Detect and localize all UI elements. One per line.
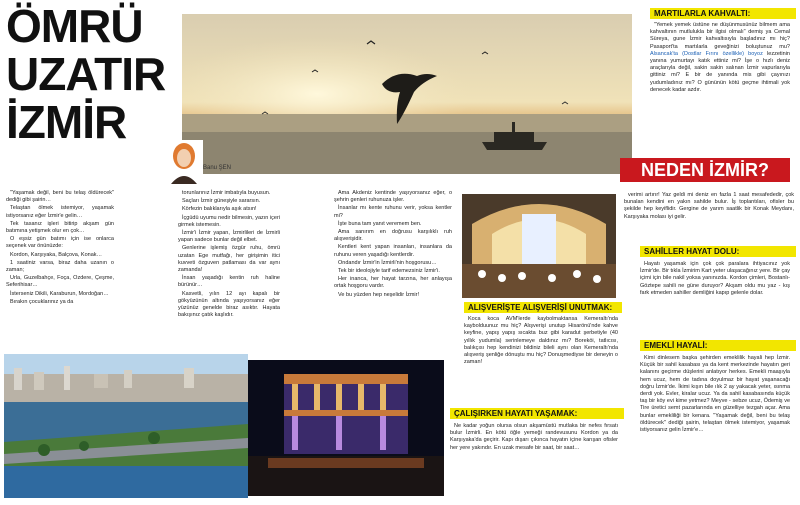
sahil-intro-text	[624, 192, 794, 222]
paragraph: Urla, Guzelbahçe, Foça, Ozdere, Çeşme, Seferihisar…	[6, 275, 114, 289]
paragraph: Ondandır İzmir'in İzmirli'nin hoşgorusu…	[338, 259, 437, 266]
headline-line3: İZMİR	[6, 96, 127, 148]
paragraph: İçgüdü uyumu nedir bilmesin, yazın içeri girmek istemesin.	[178, 214, 280, 228]
headline-line2: UZATIR	[6, 48, 166, 100]
kemeralti-bazaar-photo	[462, 194, 616, 298]
martilarla-text	[650, 22, 790, 95]
alisveris-text	[464, 316, 618, 367]
headline	[6, 2, 176, 146]
emekli-text	[640, 355, 790, 435]
paragraph	[650, 22, 790, 94]
martilarla-section-title: MARTILARLA KAHVALTI:	[650, 8, 796, 19]
author-photo	[165, 140, 203, 184]
paragraph: Kordon, Karşıyaka, Balçova, Konak…	[10, 251, 103, 258]
paragraph: Ve bu yüzden hep neşelidir İzmir!	[338, 291, 420, 298]
paragraph: torunlarınız İzmir imbatıyla buyusun.	[182, 190, 271, 196]
paragraph: Ama sanırım en doğrusu karşılıklı ruh alışverişidir.	[334, 229, 452, 243]
paragraph: O eşsiz gün batımı için ise onlarca seçenek var önünüzde:	[6, 236, 114, 250]
paragraph: İsterseniz Dikili, Karaburun, Mordoğan…	[10, 290, 109, 297]
paragraph: Her inanca, her hayat tarzına, her anlayışa ortak hoşgoru vardır.	[334, 276, 452, 290]
paragraph: Koca koca AVM'lerde kaybolmaktansa Kemeraltı'nda kaybolduunuz mu hiç? Alışverişi unutup Hisarönü'nde kahve keyfine, yapış yapış sıcakta buz gibi karadut şerbetiyle (40 yıllık yudumla) serinlemeye daldınız mı? Boreköi, tatlıcısı, balıkçısı hep kendinizi bildiniz bileli aynı olan Kemeraltı'nda alışveriş şenliğe dönuştu mu hiç? Donuşmediyse bir deneyin o zaman!	[464, 316, 618, 366]
paragraph: Ama Akdeniz kentinde yaşıyorsanız eğer, o şehrin genleri ruhunuza işler.	[334, 190, 452, 204]
ephesus-library-concert-photo	[248, 360, 444, 496]
paragraph: Körfezin balıklarıyla aşık atsın!	[182, 206, 257, 213]
alisveris-section-title: ALIŞVERİŞTE ALIŞVERİŞİ UNUTMAK:	[464, 302, 622, 313]
paragraph: Hayatı yaşamak için çok çok paralara ihtiyacınız yok İzmir'de. Bir tıkla İzmirim Kart yeter ulaşacağınız yere. Bir çay içimi için bile nakil yoksa yanınızda. Kordon çimleri, Bostanlı-Göztepe sahili ne güne duruyor? Akşam oldu mu yaz - kış fark etmeden sahiller demliğini kapıp gelenle dolar.	[640, 261, 790, 296]
paragraph: İnsanlar mı kente ruhunu verir, yoksa kentler mi?	[334, 205, 452, 219]
paragraph: İnsan yaşadığı kentin ruh haline bürünür…	[178, 275, 280, 289]
paragraph: Saçları İzmir güneşiyle sararsın.	[182, 198, 261, 205]
emekli-section-title: EMEKLİ HAYALİ:	[640, 340, 796, 351]
paragraph: Tek bir ideolojiyle tarif edemezsiniz İzmir'i.	[338, 268, 440, 275]
article-column-1	[6, 190, 114, 307]
sahiller-text	[640, 261, 790, 298]
paragraph: Kentleri kent yapan insanları, insanlara da ruhunu veren yaşadığı kentlerdir.	[334, 244, 452, 258]
paragraph: Ne kadar yoğun olursa olsun akşamüstü mutlaka bir nefes fırsatı bulur İzmirli. En kötü öğle yemeği randevusunu Kordon ya da Karşıyaka'da geçirir. Kapı dışarı çıkınca hayatın içine karışan ofisler her yere yakındır. En uzak mesafe bir saat, bir saat…	[450, 423, 618, 451]
sahiller-section-title: SAHİLLER HAYAT DOLU:	[640, 246, 796, 257]
martilarla-text-a: "Yemek yemek üstüne ne düşünmusünüz bilmem ama kahvaltının mutlulukla bir ilgisi olmalı" demiş ya Cemal Süreya, gune İzmir kahvaltısıyla başladınız mı hiç? Pasaport'ta martılarla geveğinizi boluştunuz mu?	[650, 22, 790, 50]
martilarla-text-b: lezzetinin yanına yumurtayı katık ettiniz mi? İşe o hızlı deniz araçlarıyla değil, sakin sakin salınan İzmir vapurlarıyla gittiniz mi? E bir de yanında mis gibi çayınızı yudumladınız mı? O gününün kötü geçme ihtimali yok denecek kadar azdır.	[650, 50, 790, 93]
paragraph: Genlerine işlemiş özgür ruhu, ömrü uzatan Ege mutfağı, her girişimin itici kuvveti özguven patlaması da var aynı zamanda!	[178, 245, 280, 274]
paragraph: Kimi dinlesem başka şehirden emeklilik hayali hep İzmir. Küçük bir sahil kasabası ya da kent merkezinde hayatın geri kalanını geçirme düşlerini anlatıyor herkes. Emekli maaşıyla hem ucuz, hem de tadına doyulmaz bir hayat yaşanacağı doğru İzmir'de. İkimi kışın bile ılık 2 ay yakacak yeter, ısınma derdi yok. Evler, kiralar ucuz. Ya da sahil kasabasında küçük taş bir köy evi kime yetmez? Meyve - sebze ucuz, Ödemiş ve Tire üretici semt pazarlarında en güzelliye tezgah açar. Ama bunlar emekliliği bir kenara. "Yaşamak değil, beni bu telaş öldürecek" dediği şairin, telaştan ölmek istemiyor, yaşamak istiyorsanız gelin İzmir'e…	[640, 355, 790, 434]
article-column-3	[334, 190, 452, 300]
paragraph: verimi artırır! Yaz geldi mi deniz en fazla 1 saat mesafededir, çok bunalan kendini en yakın sahilde bulur. İş toplantıları, ofisler bu şekilde hep keyiflidir. Gergine de yarım saatlik bir Konak Meydanı, Karşıyaka molası iyi gelir.	[624, 192, 794, 220]
article-column-2	[178, 190, 280, 320]
neden-izmir-banner: NEDEN İZMİR?	[620, 158, 790, 182]
paragraph: "Yaşamak değil, beni bu telaş öldürecek" dediği gibi şairin…	[6, 190, 114, 204]
hero-photo-seagull-sunset	[182, 14, 632, 174]
headline-line1: ÖMRÜ	[6, 0, 143, 52]
izmir-bay-photo	[4, 354, 248, 498]
paragraph: Bırakın çocuklarınız ya da	[10, 298, 74, 305]
paragraph: 1 saatiniz varsa, biraz daha uzanın o zaman;	[6, 259, 114, 274]
calisirken-text	[450, 423, 618, 453]
paragraph: Telaştan ölmek istemiyor, yaşamak istiyorsanız eğer İzmir'e gelin…	[6, 205, 114, 219]
author-name: Banu ŞEN	[203, 165, 232, 171]
paragraph: Kasvetli, yılın 12 ayı kapalı bir gökyüzünün altında yaşıyorsanız eğer yüzünüz genelde biraz asıktır. Hayata bakışınız çatık kaşlıdır.	[178, 290, 280, 319]
calisirken-section-title: ÇALIŞIRKEN HAYATI YAŞAMAK:	[450, 408, 624, 419]
paragraph: Tek tasanız işleri bitirip akşam gün batımına yetişmek olur en çok…	[6, 220, 114, 235]
paragraph: İşte buna tam yanıt veremem ben.	[338, 220, 422, 227]
paragraph: İzmir'i İzmir yapan, İzmirlileri de İzmirli yapan sadece bunlar değil elbet.	[178, 230, 280, 244]
martilarla-link: Alsancak'ta (Dostlar Fırını özellikle) boyoz	[650, 50, 763, 57]
